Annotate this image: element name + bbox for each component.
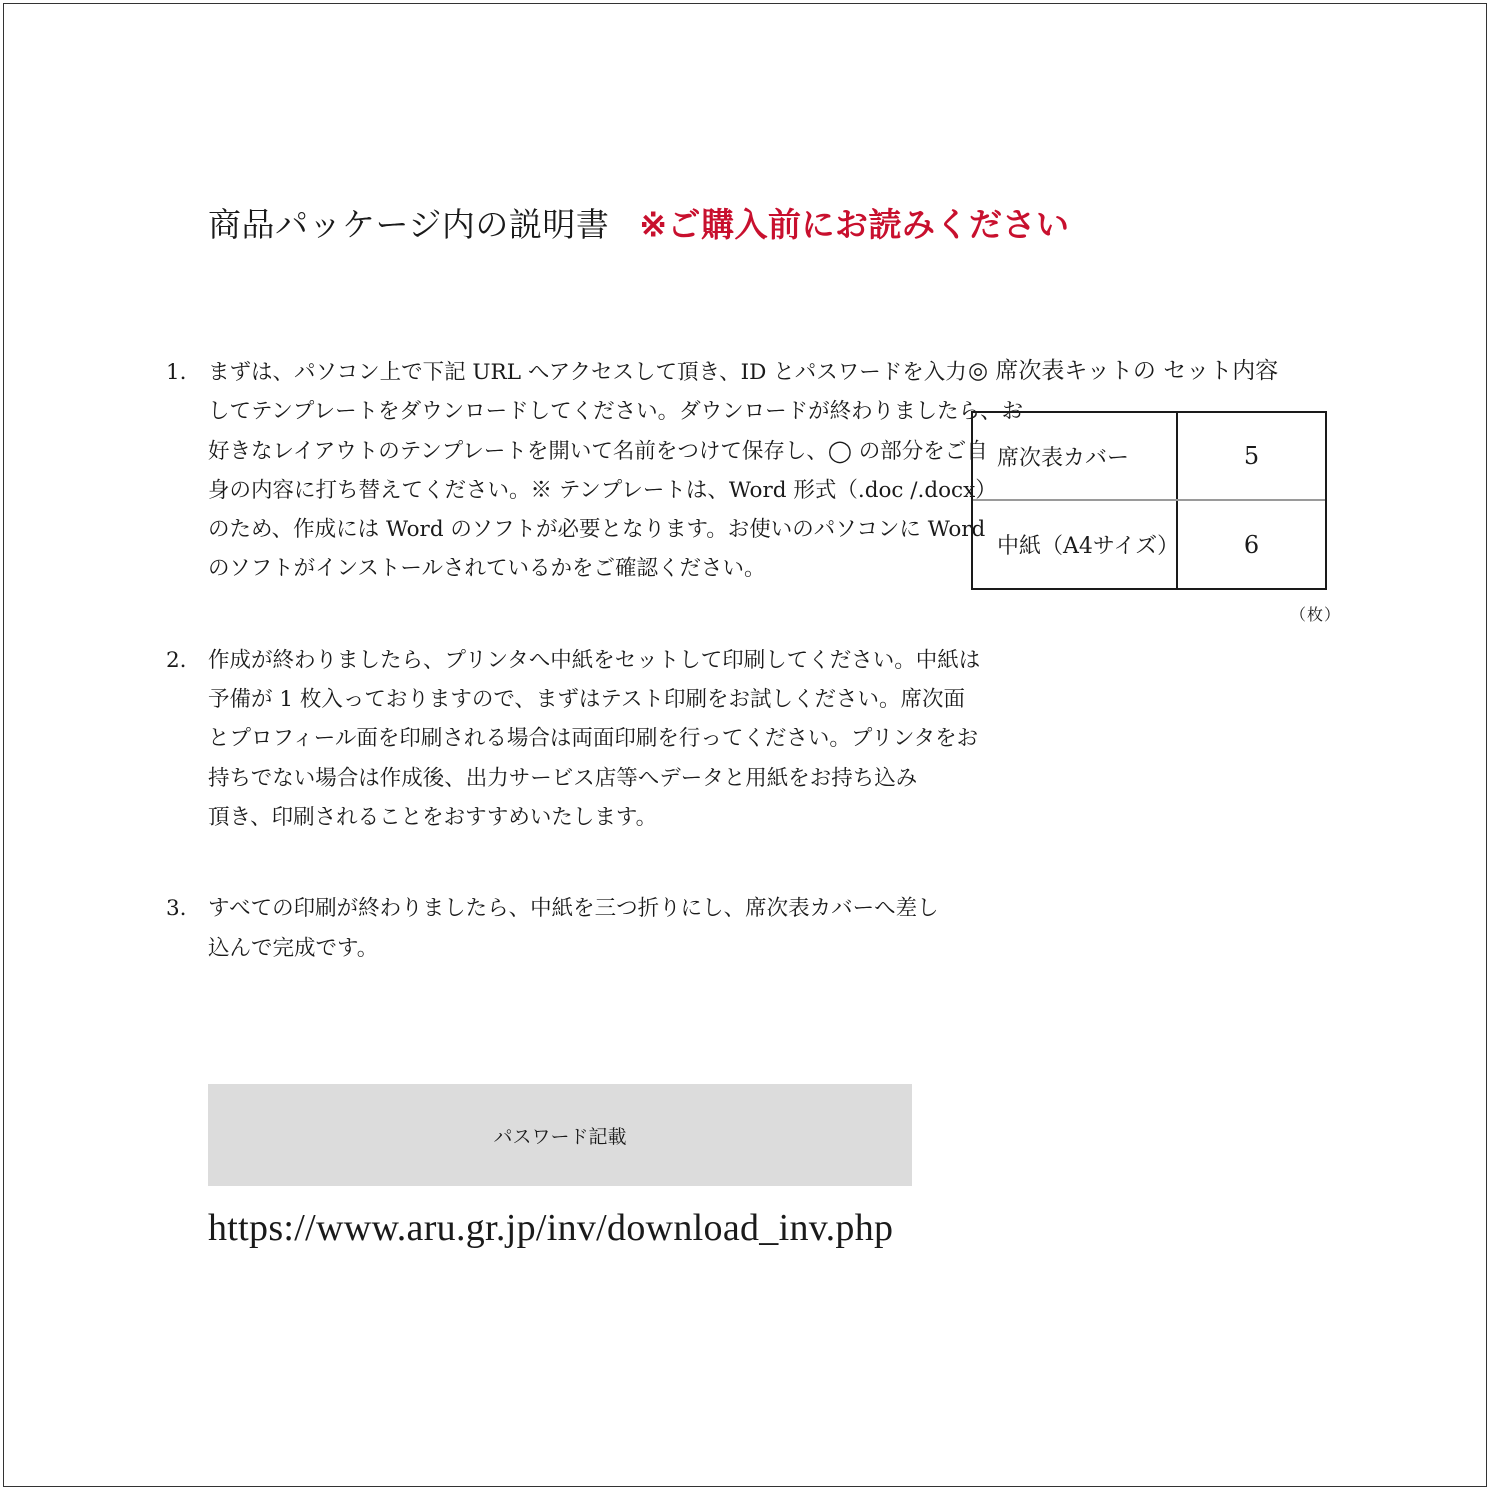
step-line: 好きなレイアウトのテンプレートを開いて名前をつけて保存し、◯ の部分をご自 bbox=[208, 438, 988, 464]
instruction-step-3 bbox=[166, 889, 939, 968]
step-number: 3. bbox=[166, 896, 187, 922]
title-notice: ※ご購入前にお読みください bbox=[639, 205, 1070, 244]
table-row bbox=[973, 501, 1325, 588]
password-placeholder-box bbox=[208, 1084, 912, 1186]
step-line: すべての印刷が終わりましたら、中紙を三つ折りにし、席次表カバーへ差し bbox=[208, 896, 939, 922]
table-row bbox=[973, 413, 1325, 501]
step-line: 作成が終わりましたら、プリンタへ中紙をセットして印刷してください。中紙は bbox=[208, 647, 981, 673]
step-line: してテンプレートをダウンロードしてください。ダウンロードが終わりましたら、お bbox=[208, 399, 1024, 425]
download-url: https://www.aru.gr.jp/inv/download_inv.php bbox=[208, 1207, 894, 1249]
step-line: とプロフィール面を印刷される場合は両面印刷を行ってください。プリンタをお bbox=[208, 726, 979, 752]
step-line: 込んで完成です。 bbox=[208, 935, 379, 961]
item-label: 席次表カバー bbox=[973, 413, 1178, 499]
instruction-list bbox=[166, 353, 1024, 1020]
item-label: 中紙（A4サイズ） bbox=[973, 501, 1178, 588]
page-title bbox=[208, 203, 1070, 247]
instruction-step-1 bbox=[166, 353, 1024, 589]
step-number: 2. bbox=[166, 647, 187, 673]
step-line: まずは、パソコン上で下記 URL へアクセスして頂き、ID とパスワードを入力 bbox=[208, 360, 967, 385]
password-box-label: パスワード記載 bbox=[493, 1125, 627, 1148]
item-quantity: 6 bbox=[1243, 530, 1260, 559]
kit-title: ◎ 席次表キットの セット内容 bbox=[968, 358, 1279, 384]
step-line: のため、作成には Word のソフトが必要となります。お使いのパソコンに Word bbox=[208, 517, 986, 543]
step-line: 頂き、印刷されることをおすすめいたします。 bbox=[208, 804, 658, 830]
kit-contents bbox=[968, 353, 1327, 590]
step-line: 持ちでない場合は作成後、出力サービス店等へデータと用紙をお持ち込み bbox=[208, 765, 918, 791]
kit-unit-label: （枚） bbox=[1290, 605, 1342, 624]
step-line: 身の内容に打ち替えてください。※ テンプレートは、Word 形式（.doc /.docx） bbox=[208, 477, 997, 503]
step-number: 1. bbox=[166, 360, 187, 385]
step-line: 予備が 1 枚入っておりますので、まずはテスト印刷をお試しください。席次面 bbox=[208, 687, 966, 713]
item-quantity: 5 bbox=[1243, 442, 1260, 470]
step-line: のソフトがインストールされているかをご確認ください。 bbox=[208, 556, 766, 582]
title-main: 商品パッケージ内の説明書 bbox=[208, 205, 610, 244]
kit-table bbox=[971, 411, 1327, 590]
instruction-step-2 bbox=[166, 641, 981, 837]
